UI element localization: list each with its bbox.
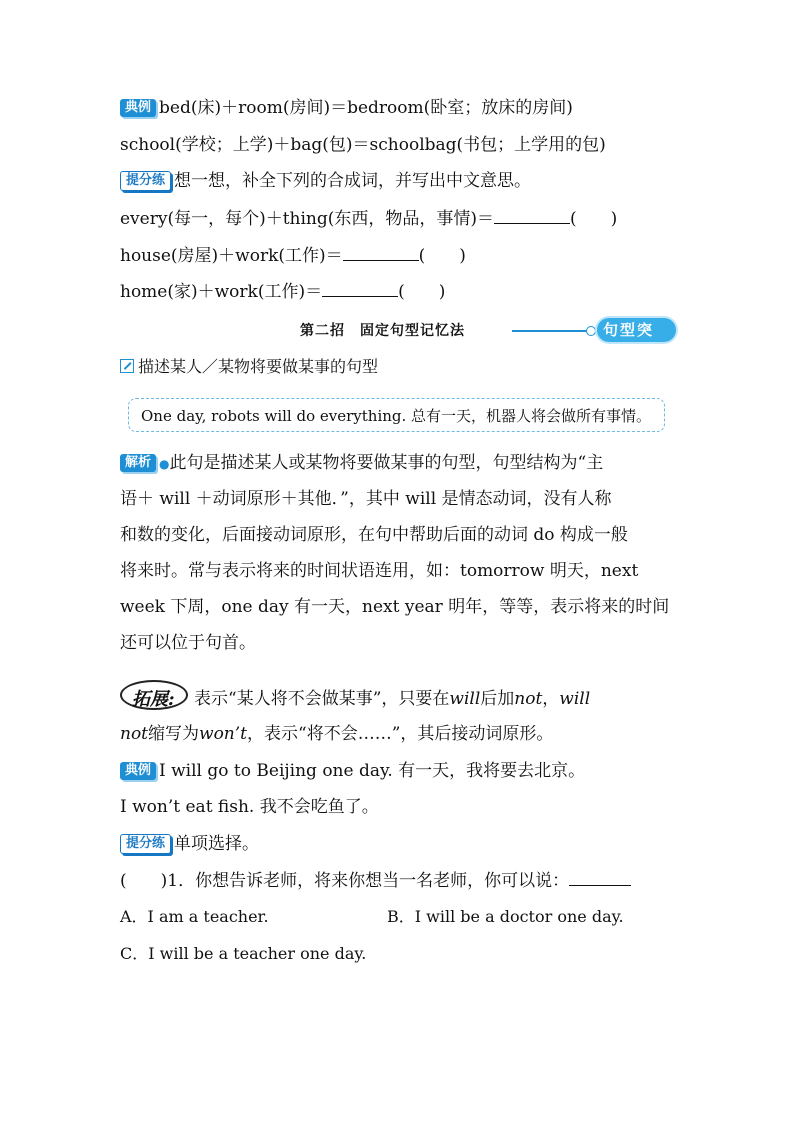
item-text: every(每一，每个)＋thing(东西，物品，事情)＝ [120,209,495,229]
example-1-line-1 [120,96,573,120]
example-1-line-2: school(学校；上学)＋bag(包)＝schoolbag(书包；上学用的包) [120,135,606,155]
analysis-line-4: 将来时。常与表示将来的时间状语连用，如：tomorrow 明天，next [120,561,639,581]
example-sentence-box: One day, robots will do everything. 总有一天，机器人将会做所有事情。 [128,398,665,432]
extension-tag [120,680,190,710]
practice-2-instruction-line [120,832,259,856]
example-tag: 典例 [120,762,156,780]
analysis-text: 此句是描述某人或某物将要做某事的句型，句型结构为“主 [169,453,604,473]
ext-comma: ， [542,689,560,709]
example-2-text: I will go to Beijing one day. 有一天，我将要去北京。 [159,761,586,781]
answer-blank[interactable] [322,279,398,297]
practice-1-instruction: 想一想，补全下列的合成词，并写出中文意思。 [174,171,532,191]
meaning-paren: ( ) [418,246,466,266]
extension-line-1 [120,680,590,717]
practice-1-item-1 [120,206,617,231]
subheading-text: 描述某人／某物将要做某事的句型 [138,357,379,376]
ext-text: ，表示“将不会……”，其后接动词原形。 [247,724,554,744]
answer-blank[interactable] [343,243,419,261]
ext-text: 后加 [480,689,515,709]
answer-blank[interactable] [569,868,631,886]
analysis-line-3: 和数的变化，后面接动词原形，在句中帮助后面的动词 do 构成一般 [120,525,628,545]
option-b[interactable]: B．I will be a doctor one day. [387,907,624,926]
practice-1-instruction-line [120,169,531,193]
example-2-line-2: I won’t eat fish. 我不会吃鱼了。 [120,797,379,817]
ext-will: will [559,689,591,709]
practice-2-instruction: 单项选择。 [174,834,260,854]
analysis-line-2: 语＋ will ＋动词原形＋其他．”，其中 will 是情态动词，没有人称 [120,489,612,509]
analysis-line-6: 还可以位于句首。 [120,633,256,653]
option-a[interactable]: A．I am a teacher. [120,907,269,926]
section-dot [586,326,596,336]
analysis-line-1 [120,445,603,482]
example-2-line-1 [120,759,585,783]
section-divider [512,330,590,332]
ext-text: 缩写为 [148,724,200,744]
extension-line-2 [120,720,553,748]
ext-not: not [514,689,543,709]
ext-not: not [120,724,149,744]
analysis-tag: 解析 [120,454,156,472]
analysis-line-5: week 下周，one day 有一天，next year 明年，等等，表示将来的时间 [120,597,670,617]
section-header [300,318,676,363]
question-text: ( )1．你想告诉老师，将来你想当一名老师，你可以说： [120,871,570,891]
meaning-paren: ( ) [398,282,446,302]
ext-will: will [449,689,481,709]
compound-word-example: bed(床)＋room(房间)＝bedroom(卧室；放床的房间) [159,98,573,118]
question-1 [120,868,631,893]
ext-wont: won’t [199,724,247,744]
section-title: 第二招 固定句型记忆法 [300,323,465,339]
item-text: home(家)＋work(工作)＝ [120,282,323,302]
ext-text: 表示“某人将不会做某事”，只要在 [194,689,450,709]
option-c[interactable]: C．I will be a teacher one day. [120,944,367,963]
tag-text: 拓展: [132,689,175,710]
dot-icon: ● [159,457,170,471]
answer-blank[interactable] [494,206,570,224]
meaning-paren: ( ) [570,209,618,229]
practice-1-item-3 [120,279,445,304]
subheading [120,355,378,379]
arrow-icon [120,359,134,373]
item-text: house(房屋)＋work(工作)＝ [120,246,343,266]
practice-1-item-2 [120,243,466,268]
practice-tag: 提分练 [120,834,171,854]
section-badge: 句型突破 [597,318,676,342]
example-tag: 典例 [120,99,156,117]
practice-tag: 提分练 [120,171,171,191]
